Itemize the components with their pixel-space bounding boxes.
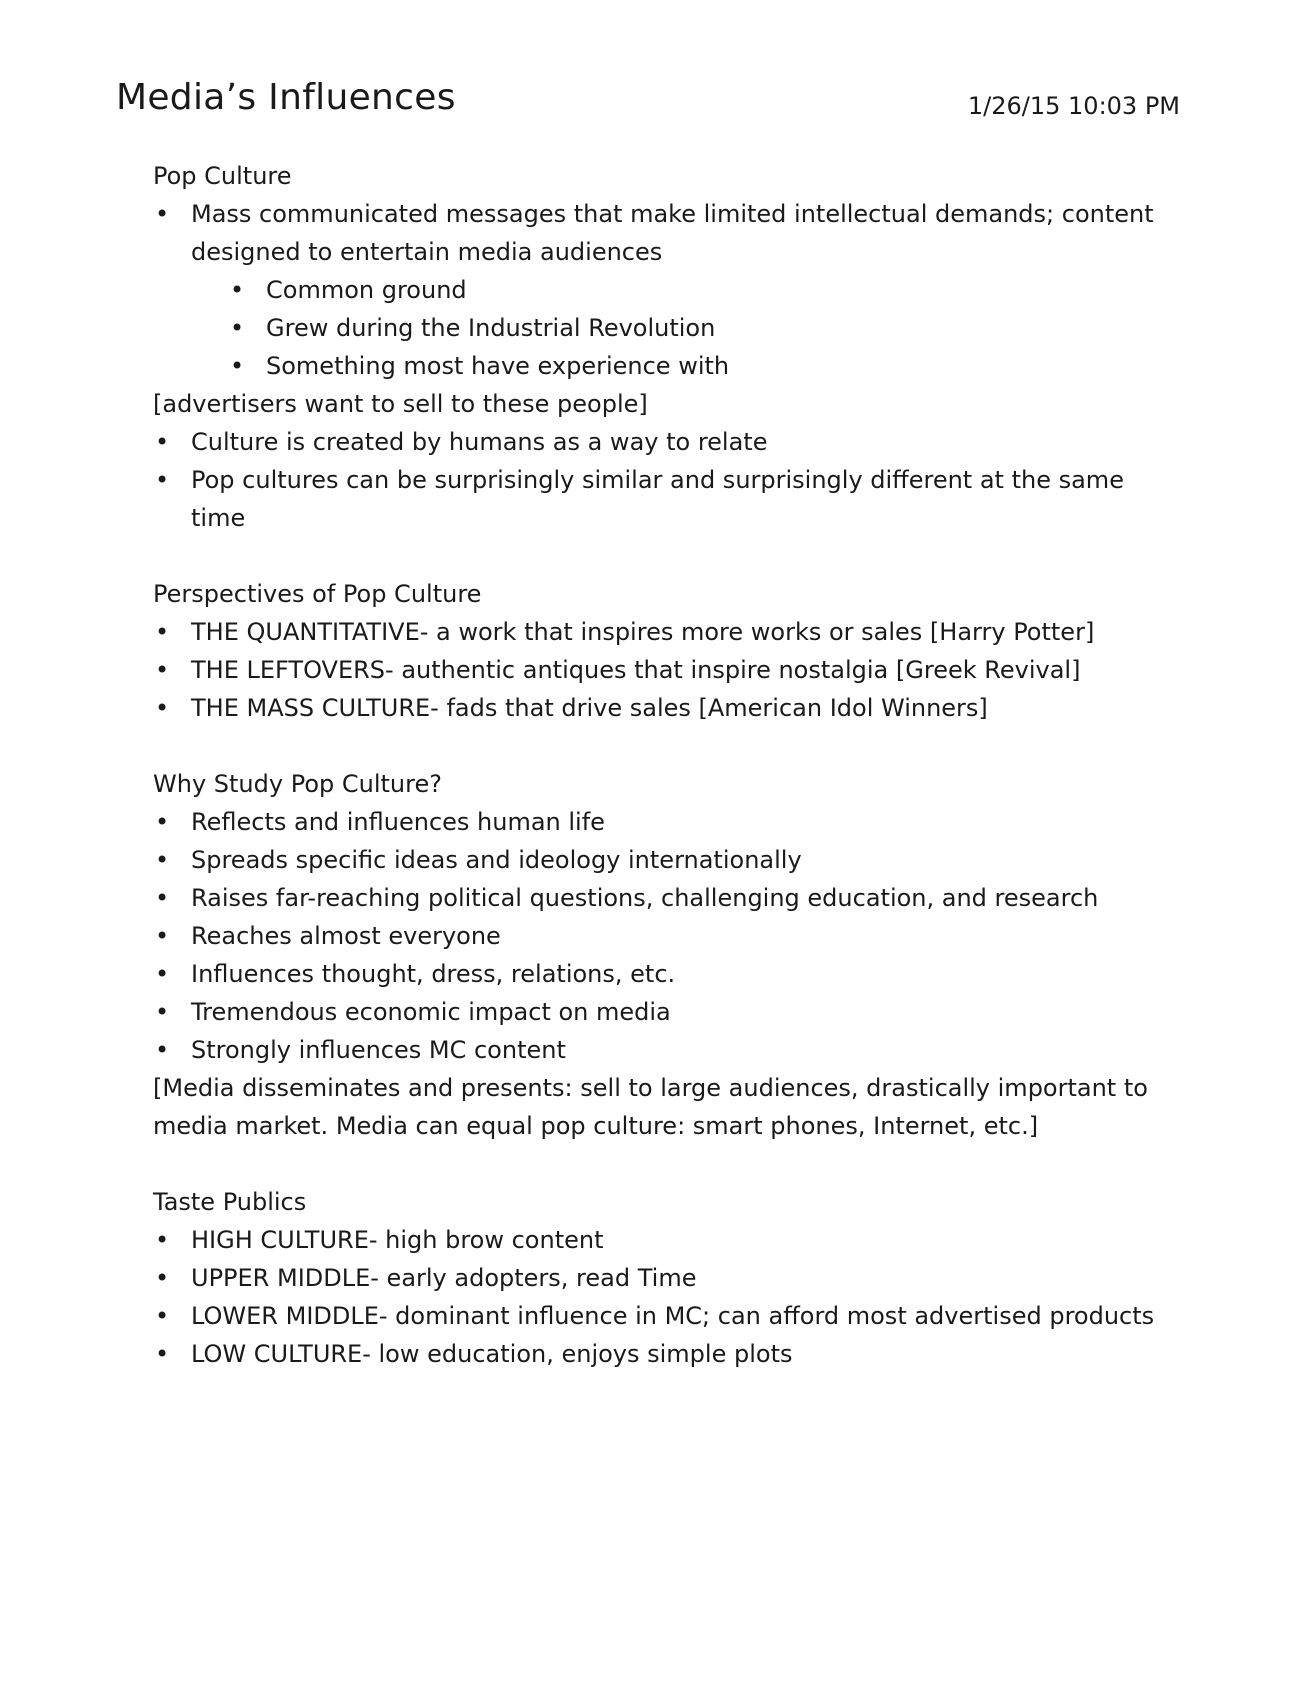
list-item: • HIGH CULTURE- high brow content (153, 1221, 1173, 1259)
section-heading: Pop Culture (153, 162, 292, 190)
list-item: • Raises far-reaching political questions, challenging education, and research (153, 879, 1173, 917)
bracket-note: [Media disseminates and presents: sell to large audiences, drastically important to media market. Media can equal pop culture: smart phones, Internet, etc.] (153, 1074, 1148, 1140)
document-body (153, 157, 1173, 1373)
section-why-study (153, 765, 1173, 1145)
sub-bullet-list (153, 271, 1173, 385)
list-item: • Strongly influences MC content (153, 1031, 1173, 1069)
bracket-note: [advertisers want to sell to these people] (153, 390, 648, 418)
list-item: • LOW CULTURE- low education, enjoys simple plots (153, 1335, 1173, 1373)
list-item: • Spreads specific ideas and ideology internationally (153, 841, 1173, 879)
list-item: • Grew during the Industrial Revolution (228, 309, 1173, 347)
section-perspectives (153, 575, 1173, 727)
list-item: • Mass communicated messages that make limited intellectual demands; content designed to entertain media audiences (153, 195, 1173, 271)
list-item: • Something most have experience with (228, 347, 1173, 385)
list-item: • Culture is created by humans as a way to relate (153, 423, 1173, 461)
section-heading: Taste Publics (153, 1188, 307, 1216)
bullet-list (153, 613, 1173, 727)
bullet-list (153, 1221, 1173, 1373)
list-item: • Common ground (228, 271, 1173, 309)
document-title: Media’s Influences (116, 77, 456, 118)
section-heading: Why Study Pop Culture? (153, 770, 442, 798)
section-taste-publics (153, 1183, 1173, 1373)
list-item: • Influences thought, dress, relations, etc. (153, 955, 1173, 993)
list-item: • THE QUANTITATIVE- a work that inspires more works or sales [Harry Potter] (153, 613, 1173, 651)
list-item: • Reaches almost everyone (153, 917, 1173, 955)
list-item: • Reflects and influences human life (153, 803, 1173, 841)
bullet-list (153, 423, 1173, 537)
list-item: • UPPER MIDDLE- early adopters, read Time (153, 1259, 1173, 1297)
list-item: • Pop cultures can be surprisingly similar and surprisingly different at the same time (153, 461, 1173, 537)
bullet-list (153, 195, 1173, 271)
bullet-list (153, 803, 1173, 1069)
list-item: • THE MASS CULTURE- fads that drive sales [American Idol Winners] (153, 689, 1173, 727)
section-heading: Perspectives of Pop Culture (153, 580, 482, 608)
section-pop-culture (153, 157, 1173, 537)
list-item: • Tremendous economic impact on media (153, 993, 1173, 1031)
list-item: • THE LEFTOVERS- authentic antiques that inspire nostalgia [Greek Revival] (153, 651, 1173, 689)
list-item: • LOWER MIDDLE- dominant influence in MC; can afford most advertised products (153, 1297, 1173, 1335)
document-timestamp: 1/26/15 10:03 PM (967, 92, 1180, 120)
